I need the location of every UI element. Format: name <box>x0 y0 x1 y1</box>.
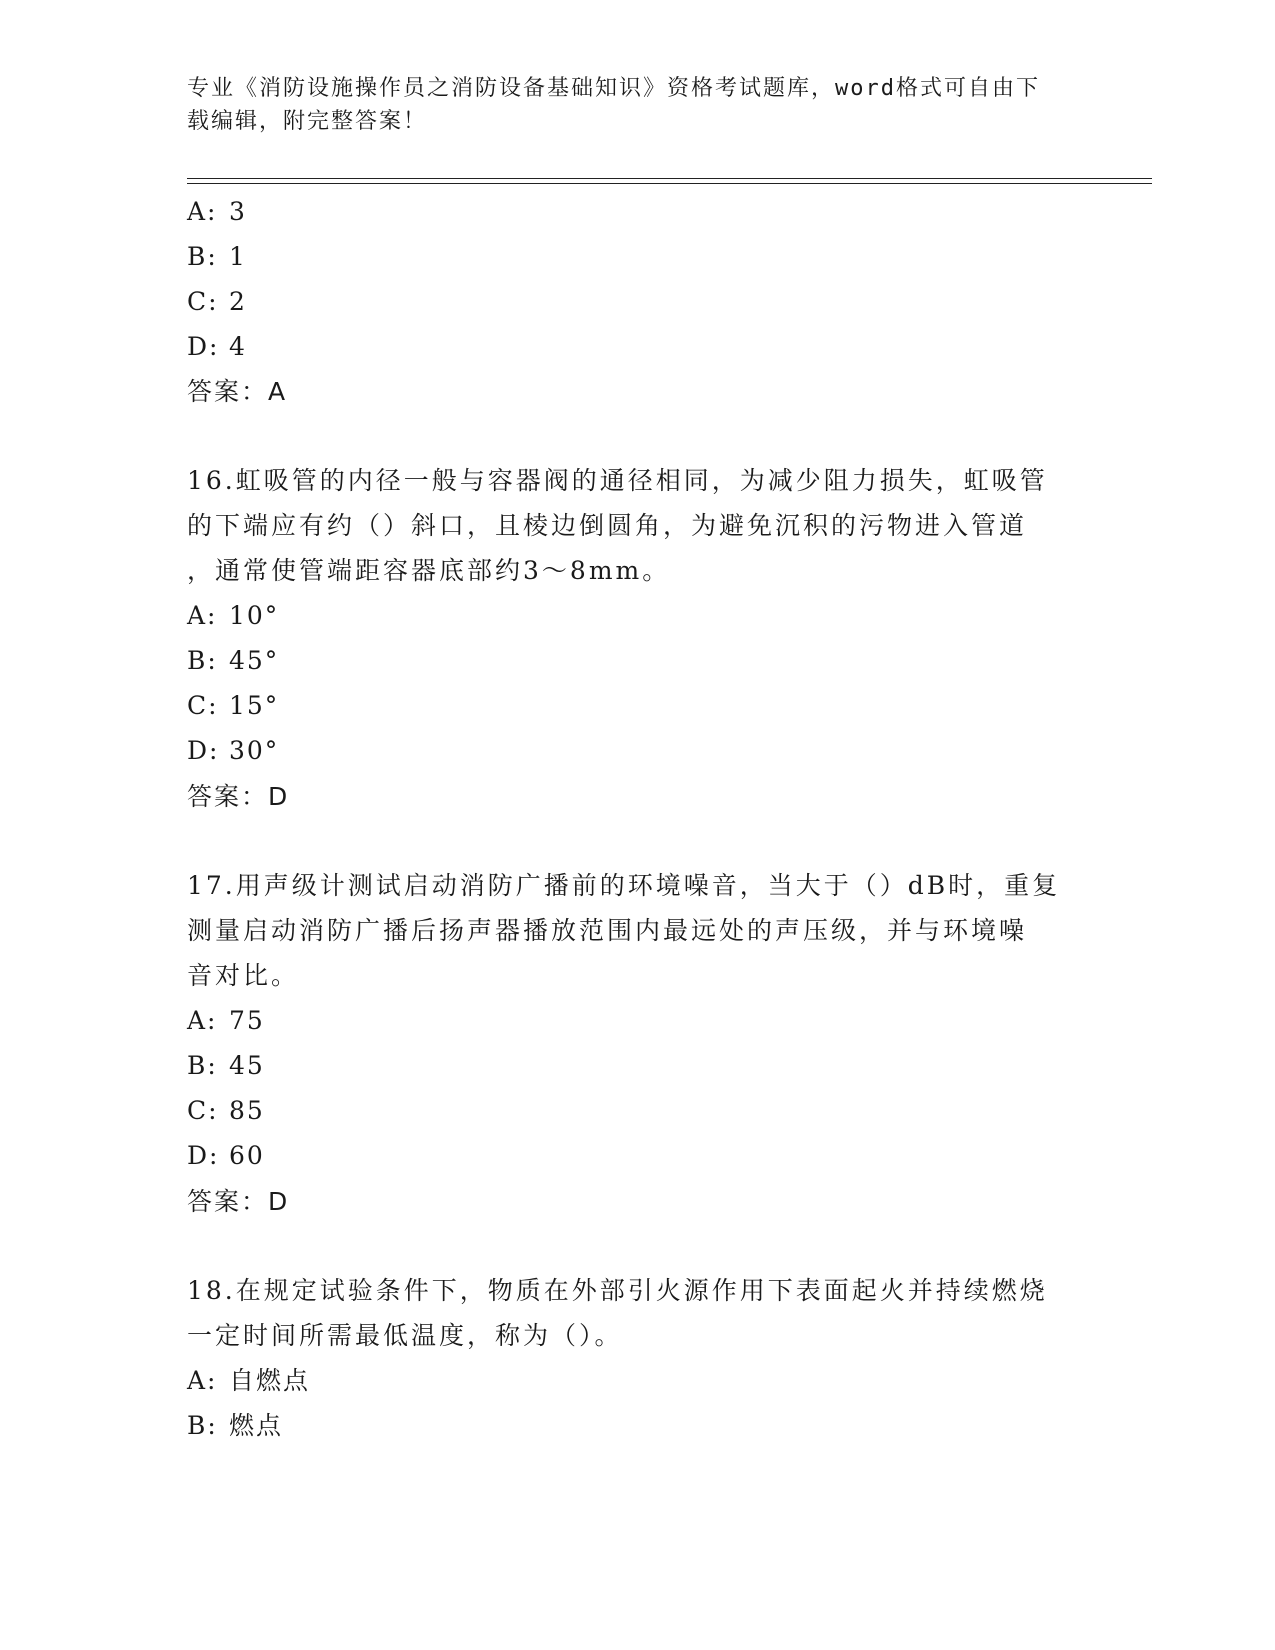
q16-question-line-1: 16.虹吸管的内径一般与容器阀的通径相同，为减少阻力损失，虹吸管 <box>187 466 1048 495</box>
header-line-1: 专业《消防设施操作员之消防设备基础知识》资格考试题库，word格式可自由下 <box>187 76 1040 101</box>
q17-question-line-1: 17.用声级计测试启动消防广播前的环境噪音，当大于（）dB时，重复 <box>187 871 1061 900</box>
q16-question-line-3: ，通常使管端距容器底部约3～8mm。 <box>187 556 671 585</box>
q17-option-d: D: 60 <box>187 1141 265 1170</box>
q15-answer: 答案：A <box>187 377 288 406</box>
q16-question-line-2: 的下端应有约（）斜口，且棱边倒圆角，为避免沉积的污物进入管道 <box>187 511 1028 540</box>
q17-answer: 答案：D <box>187 1187 290 1216</box>
q17-option-a: A: 75 <box>187 1006 265 1035</box>
q15-option-a: A: 3 <box>187 197 247 226</box>
q16-option-a: A: 10° <box>187 601 280 630</box>
q15-option-c: C: 2 <box>187 287 247 316</box>
q17-question-line-2: 测量启动消防广播后扬声器播放范围内最远处的声压级，并与环境噪 <box>187 916 1028 945</box>
header-line-2: 载编辑，附完整答案！ <box>187 109 428 134</box>
q17-question-line-3: 音对比。 <box>187 961 300 990</box>
q18-question-line-1: 18.在规定试验条件下，物质在外部引火源作用下表面起火并持续燃烧 <box>187 1276 1048 1305</box>
header-divider-bottom <box>187 183 1152 184</box>
header-divider-top <box>187 178 1152 179</box>
q18-option-a: A: 自燃点 <box>187 1366 311 1395</box>
q16-option-c: C: 15° <box>187 691 280 720</box>
q16-answer: 答案：D <box>187 782 290 811</box>
document-header <box>187 72 1087 138</box>
q18-question-line-2: 一定时间所需最低温度，称为（）。 <box>187 1321 623 1350</box>
q17-option-c: C: 85 <box>187 1096 265 1125</box>
q18-option-b: B: 燃点 <box>187 1411 284 1440</box>
q16-option-b: B: 45° <box>187 646 280 675</box>
q17-option-b: B: 45 <box>187 1051 265 1080</box>
q15-option-b: B: 1 <box>187 242 247 271</box>
q16-option-d: D: 30° <box>187 736 280 765</box>
q15-option-d: D: 4 <box>187 332 247 361</box>
